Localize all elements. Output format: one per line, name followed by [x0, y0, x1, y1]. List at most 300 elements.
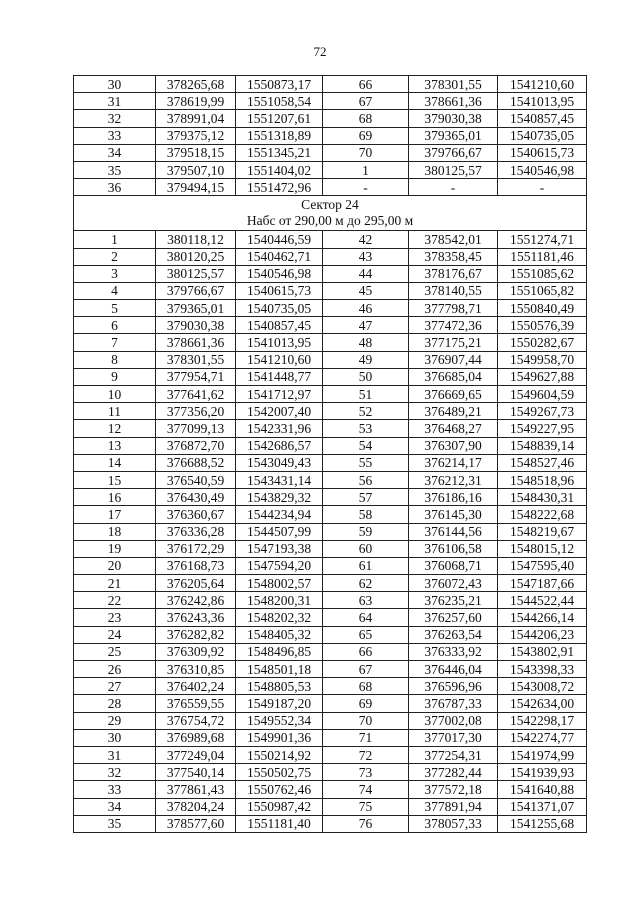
table-cell: 378140,55 — [409, 282, 498, 299]
table-cell: 377572,18 — [409, 781, 498, 798]
table-cell: 68 — [323, 110, 409, 127]
table-cell: 1551065,82 — [498, 282, 587, 299]
top-rows — [74, 76, 587, 196]
table-cell: 31 — [74, 93, 156, 110]
table-cell: 4 — [74, 282, 156, 299]
table-cell: 13 — [74, 437, 156, 454]
table-cell: 1543802,91 — [498, 643, 587, 660]
table-cell: 53 — [323, 420, 409, 437]
table-cell: 378661,36 — [156, 334, 236, 351]
table-cell: 377472,36 — [409, 317, 498, 334]
table-cell: 69 — [323, 695, 409, 712]
table-cell: 65 — [323, 626, 409, 643]
table-cell: 1541013,95 — [236, 334, 323, 351]
table-cell: 49 — [323, 351, 409, 368]
table-cell: 1548200,31 — [236, 592, 323, 609]
sector-header — [74, 196, 587, 231]
table-cell: 16 — [74, 489, 156, 506]
table-cell: 1548202,32 — [236, 609, 323, 626]
table-row — [74, 161, 587, 178]
table-cell: 1548430,31 — [498, 489, 587, 506]
table-cell: 64 — [323, 609, 409, 626]
table-cell: 1550282,67 — [498, 334, 587, 351]
table-cell: 1544234,94 — [236, 506, 323, 523]
table-cell: 376186,16 — [409, 489, 498, 506]
table-cell: 1549901,36 — [236, 729, 323, 746]
table-cell: 1551058,54 — [236, 93, 323, 110]
table-cell: 1542274,77 — [498, 729, 587, 746]
table-cell: 17 — [74, 506, 156, 523]
table-cell: 15 — [74, 471, 156, 488]
table-cell: 1548015,12 — [498, 540, 587, 557]
table-cell: 7 — [74, 334, 156, 351]
table-cell: 1551207,61 — [236, 110, 323, 127]
table-cell: 376307,90 — [409, 437, 498, 454]
sector-rows — [74, 231, 587, 833]
table-cell: 376468,27 — [409, 420, 498, 437]
table-cell: 1543829,32 — [236, 489, 323, 506]
table-row — [74, 626, 587, 643]
table-cell: 30 — [74, 729, 156, 746]
table-cell: 1549604,59 — [498, 386, 587, 403]
table-row — [74, 609, 587, 626]
table-cell: 377099,13 — [156, 420, 236, 437]
table-cell: 10 — [74, 386, 156, 403]
table-row — [74, 420, 587, 437]
table-cell: 379365,01 — [409, 127, 498, 144]
table-cell: 1541974,99 — [498, 746, 587, 763]
table-cell: 380118,12 — [156, 231, 236, 248]
table-cell: 378991,04 — [156, 110, 236, 127]
table-cell: 376205,64 — [156, 575, 236, 592]
table-cell: 52 — [323, 403, 409, 420]
table-cell: 1540735,05 — [498, 127, 587, 144]
table-cell: 20 — [74, 557, 156, 574]
table-cell: 378176,67 — [409, 265, 498, 282]
table-row — [74, 798, 587, 815]
table-cell: 71 — [323, 729, 409, 746]
table-cell: 1547193,38 — [236, 540, 323, 557]
table-cell: 1550214,92 — [236, 746, 323, 763]
table-row — [74, 661, 587, 678]
table-row — [74, 781, 587, 798]
table-cell: 1549187,20 — [236, 695, 323, 712]
table-cell: 376360,67 — [156, 506, 236, 523]
table-cell: 1 — [74, 231, 156, 248]
table-cell: 376540,59 — [156, 471, 236, 488]
table-cell: 21 — [74, 575, 156, 592]
table-row — [74, 471, 587, 488]
table-cell: 376430,49 — [156, 489, 236, 506]
table-cell: 34 — [74, 798, 156, 815]
table-cell: 28 — [74, 695, 156, 712]
table-cell: 1549552,34 — [236, 712, 323, 729]
table-cell: 1541939,93 — [498, 764, 587, 781]
table-cell: 376243,36 — [156, 609, 236, 626]
table-row — [74, 729, 587, 746]
table-cell: 376214,17 — [409, 454, 498, 471]
table-cell: 1541371,07 — [498, 798, 587, 815]
table-cell: 378577,60 — [156, 815, 236, 832]
table-cell: 1541712,97 — [236, 386, 323, 403]
table-cell: 376872,70 — [156, 437, 236, 454]
table-row — [74, 282, 587, 299]
table-cell: 379766,67 — [156, 282, 236, 299]
table-cell: 70 — [323, 144, 409, 161]
table-cell: 380125,57 — [156, 265, 236, 282]
table-cell: 1540735,05 — [236, 300, 323, 317]
table-cell: 376106,58 — [409, 540, 498, 557]
table-cell: 72 — [323, 746, 409, 763]
table-cell: 74 — [323, 781, 409, 798]
sector-title-cell — [74, 196, 587, 231]
table-cell: 376282,82 — [156, 626, 236, 643]
table-cell: 47 — [323, 317, 409, 334]
table-cell: 1543398,33 — [498, 661, 587, 678]
table-cell: 1548496,85 — [236, 643, 323, 660]
table-row — [74, 454, 587, 471]
table-cell: 376336,28 — [156, 523, 236, 540]
table-cell: 1551085,62 — [498, 265, 587, 282]
table-cell: 76 — [323, 815, 409, 832]
table-cell: 1544206,23 — [498, 626, 587, 643]
table-cell: 377798,71 — [409, 300, 498, 317]
table-row — [74, 523, 587, 540]
table-cell: 12 — [74, 420, 156, 437]
table-cell: 1540546,98 — [236, 265, 323, 282]
table-cell: 376310,85 — [156, 661, 236, 678]
table-cell: 32 — [74, 110, 156, 127]
table-cell: 1548805,53 — [236, 678, 323, 695]
table-cell: 66 — [323, 643, 409, 660]
table-cell: 1541210,60 — [236, 351, 323, 368]
table-cell: 1551274,71 — [498, 231, 587, 248]
table-cell: 50 — [323, 368, 409, 385]
table-cell: 1541448,77 — [236, 368, 323, 385]
table-cell: 376787,33 — [409, 695, 498, 712]
table-cell: 377249,04 — [156, 746, 236, 763]
table-cell: 30 — [74, 76, 156, 93]
table-cell: 1550840,49 — [498, 300, 587, 317]
table-cell: 1551181,46 — [498, 248, 587, 265]
table-cell: 1542331,96 — [236, 420, 323, 437]
table-row — [74, 127, 587, 144]
table-cell: 378542,01 — [409, 231, 498, 248]
table-row — [74, 317, 587, 334]
table-cell: 25 — [74, 643, 156, 660]
table-cell: 56 — [323, 471, 409, 488]
table-cell: 14 — [74, 454, 156, 471]
table-cell: 1540615,73 — [236, 282, 323, 299]
table-cell: 1551181,40 — [236, 815, 323, 832]
table-cell: 43 — [323, 248, 409, 265]
table-row — [74, 386, 587, 403]
table-cell: 1541210,60 — [498, 76, 587, 93]
table-cell: 377861,43 — [156, 781, 236, 798]
table-row — [74, 334, 587, 351]
table-row — [74, 489, 587, 506]
table-cell: 36 — [74, 179, 156, 196]
table-cell: 377954,71 — [156, 368, 236, 385]
table-cell: 63 — [323, 592, 409, 609]
table-cell: 1550762,46 — [236, 781, 323, 798]
table-cell: 376309,92 — [156, 643, 236, 660]
table-cell: 24 — [74, 626, 156, 643]
table-cell: 378661,36 — [409, 93, 498, 110]
table-row — [74, 643, 587, 660]
table-cell: 377017,30 — [409, 729, 498, 746]
table-cell: 1550502,75 — [236, 764, 323, 781]
table-cell: 26 — [74, 661, 156, 678]
table-cell: 378057,33 — [409, 815, 498, 832]
table-cell: 1548501,18 — [236, 661, 323, 678]
table-cell: 1548219,67 — [498, 523, 587, 540]
table-cell: 45 — [323, 282, 409, 299]
table-cell: 1548002,57 — [236, 575, 323, 592]
table-cell: 1543008,72 — [498, 678, 587, 695]
table-cell: 66 — [323, 76, 409, 93]
table-cell: 376559,55 — [156, 695, 236, 712]
table-cell: 3 — [74, 265, 156, 282]
table-cell: 379365,01 — [156, 300, 236, 317]
table-cell: 1542634,00 — [498, 695, 587, 712]
table-cell: 376446,04 — [409, 661, 498, 678]
table-cell: 376669,65 — [409, 386, 498, 403]
table-cell: 1549227,95 — [498, 420, 587, 437]
table-row — [74, 265, 587, 282]
table-cell: 1549267,73 — [498, 403, 587, 420]
table-cell: 379766,67 — [409, 144, 498, 161]
table-cell: 376144,56 — [409, 523, 498, 540]
table-cell: 376402,24 — [156, 678, 236, 695]
table-cell: 376212,31 — [409, 471, 498, 488]
table-cell: 376989,68 — [156, 729, 236, 746]
table-row — [74, 746, 587, 763]
table-cell: 8 — [74, 351, 156, 368]
table-cell: 1548839,14 — [498, 437, 587, 454]
table-cell: 1551318,89 — [236, 127, 323, 144]
table-cell: 379494,15 — [156, 179, 236, 196]
table-cell: 1550987,42 — [236, 798, 323, 815]
table-cell: 60 — [323, 540, 409, 557]
table-cell: 54 — [323, 437, 409, 454]
table-cell: 380125,57 — [409, 161, 498, 178]
table-cell: 51 — [323, 386, 409, 403]
table-cell: 378619,99 — [156, 93, 236, 110]
table-cell: 46 — [323, 300, 409, 317]
table-row — [74, 403, 587, 420]
table-cell: 57 — [323, 489, 409, 506]
table-row — [74, 764, 587, 781]
table-cell: 376257,60 — [409, 609, 498, 626]
table-row — [74, 695, 587, 712]
table-cell: 1548518,96 — [498, 471, 587, 488]
table-cell: 33 — [74, 781, 156, 798]
table-cell: 378265,68 — [156, 76, 236, 93]
table-row — [74, 437, 587, 454]
table-cell: - — [498, 179, 587, 196]
table-cell: 1551404,02 — [236, 161, 323, 178]
table-cell: 35 — [74, 161, 156, 178]
table-cell: 376068,71 — [409, 557, 498, 574]
table-cell: 1541255,68 — [498, 815, 587, 832]
table-cell: 378301,55 — [156, 351, 236, 368]
table-cell: 377002,08 — [409, 712, 498, 729]
table-cell: 378301,55 — [409, 76, 498, 93]
table-row — [74, 231, 587, 248]
table-cell: 19 — [74, 540, 156, 557]
table-cell: 32 — [74, 764, 156, 781]
table-cell: 1547187,66 — [498, 575, 587, 592]
table-cell: 1550873,17 — [236, 76, 323, 93]
table-cell: 29 — [74, 712, 156, 729]
table-cell: - — [409, 179, 498, 196]
table-cell: 34 — [74, 144, 156, 161]
table-cell: 67 — [323, 93, 409, 110]
table-cell: 376168,73 — [156, 557, 236, 574]
table-cell: 378358,45 — [409, 248, 498, 265]
table-cell: 75 — [323, 798, 409, 815]
table-cell: 376242,86 — [156, 592, 236, 609]
table-cell: 377356,20 — [156, 403, 236, 420]
table-cell: 55 — [323, 454, 409, 471]
table-cell: 1 — [323, 161, 409, 178]
table-cell: 1548527,46 — [498, 454, 587, 471]
table-cell: 27 — [74, 678, 156, 695]
table-cell: 62 — [323, 575, 409, 592]
table-cell: 377641,62 — [156, 386, 236, 403]
table-cell: 1542007,40 — [236, 403, 323, 420]
table-row — [74, 110, 587, 127]
table-cell: 1543049,43 — [236, 454, 323, 471]
table-cell: 377175,21 — [409, 334, 498, 351]
table-cell: 23 — [74, 609, 156, 626]
table-cell: 5 — [74, 300, 156, 317]
table-cell: 376145,30 — [409, 506, 498, 523]
table-cell: 59 — [323, 523, 409, 540]
table-cell: 70 — [323, 712, 409, 729]
table-cell: 379518,15 — [156, 144, 236, 161]
table-cell: 6 — [74, 317, 156, 334]
table-cell: 376489,21 — [409, 403, 498, 420]
table-cell: 1550576,39 — [498, 317, 587, 334]
table-cell: 380120,25 — [156, 248, 236, 265]
table-row — [74, 300, 587, 317]
table-cell: 33 — [74, 127, 156, 144]
table-cell: 379030,38 — [409, 110, 498, 127]
table-cell: 376685,04 — [409, 368, 498, 385]
table-cell: 377540,14 — [156, 764, 236, 781]
table-cell: 376072,43 — [409, 575, 498, 592]
table-cell: 1549958,70 — [498, 351, 587, 368]
table-row — [74, 678, 587, 695]
table-cell: 1542686,57 — [236, 437, 323, 454]
table-row — [74, 506, 587, 523]
table-row — [74, 179, 587, 196]
table-cell: 376688,52 — [156, 454, 236, 471]
table-cell: 1548405,32 — [236, 626, 323, 643]
table-cell: 58 — [323, 506, 409, 523]
table-row — [74, 815, 587, 832]
table-cell: 73 — [323, 764, 409, 781]
table-cell: 1541013,95 — [498, 93, 587, 110]
table-cell: 35 — [74, 815, 156, 832]
coordinates-table — [73, 75, 587, 833]
sector-title: Сектор 24 — [301, 197, 359, 213]
table-cell: 1542298,17 — [498, 712, 587, 729]
table-row — [74, 712, 587, 729]
table-row — [74, 76, 587, 93]
table-cell: 48 — [323, 334, 409, 351]
table-cell: 377891,94 — [409, 798, 498, 815]
table-cell: 2 — [74, 248, 156, 265]
table-row — [74, 592, 587, 609]
table-cell: 1540615,73 — [498, 144, 587, 161]
table-row — [74, 575, 587, 592]
table-cell: 1544507,99 — [236, 523, 323, 540]
table-cell: 376263,54 — [409, 626, 498, 643]
table-cell: 376596,96 — [409, 678, 498, 695]
table-cell: 69 — [323, 127, 409, 144]
table-cell: 379507,10 — [156, 161, 236, 178]
table-cell: 1540546,98 — [498, 161, 587, 178]
table-cell: 18 — [74, 523, 156, 540]
page-number: 72 — [313, 44, 327, 59]
table-cell: 44 — [323, 265, 409, 282]
table-row — [74, 248, 587, 265]
table-cell: 1544522,44 — [498, 592, 587, 609]
table-cell: 1543431,14 — [236, 471, 323, 488]
table-cell: 67 — [323, 661, 409, 678]
table-cell: 68 — [323, 678, 409, 695]
table-cell: 31 — [74, 746, 156, 763]
table-cell: 9 — [74, 368, 156, 385]
table-cell: 11 — [74, 403, 156, 420]
table-cell: 376754,72 — [156, 712, 236, 729]
table-row — [74, 368, 587, 385]
table-cell: 1547595,40 — [498, 557, 587, 574]
table-cell: 376172,29 — [156, 540, 236, 557]
table-cell: 61 — [323, 557, 409, 574]
table-cell: 379375,12 — [156, 127, 236, 144]
table-cell: 377254,31 — [409, 746, 498, 763]
sector-subtitle: Набс от 290,00 м до 295,00 м — [246, 213, 414, 229]
table-cell: 1541640,88 — [498, 781, 587, 798]
table-cell: 22 — [74, 592, 156, 609]
table-cell: 1540462,71 — [236, 248, 323, 265]
table-cell: 1551472,96 — [236, 179, 323, 196]
table-cell: 1549627,88 — [498, 368, 587, 385]
table-cell: 1540446,59 — [236, 231, 323, 248]
table-row — [74, 93, 587, 110]
table-cell: 1544266,14 — [498, 609, 587, 626]
table-cell: 379030,38 — [156, 317, 236, 334]
table-cell: 376235,21 — [409, 592, 498, 609]
table-cell: - — [323, 179, 409, 196]
table-row — [74, 144, 587, 161]
table-row — [74, 540, 587, 557]
table-row — [74, 351, 587, 368]
table-cell: 377282,44 — [409, 764, 498, 781]
table-cell: 1547594,20 — [236, 557, 323, 574]
table-row — [74, 557, 587, 574]
table-cell: 42 — [323, 231, 409, 248]
table-cell: 376907,44 — [409, 351, 498, 368]
table-cell: 1548222,68 — [498, 506, 587, 523]
table-cell: 1540857,45 — [498, 110, 587, 127]
table-cell: 1540857,45 — [236, 317, 323, 334]
table-cell: 378204,24 — [156, 798, 236, 815]
